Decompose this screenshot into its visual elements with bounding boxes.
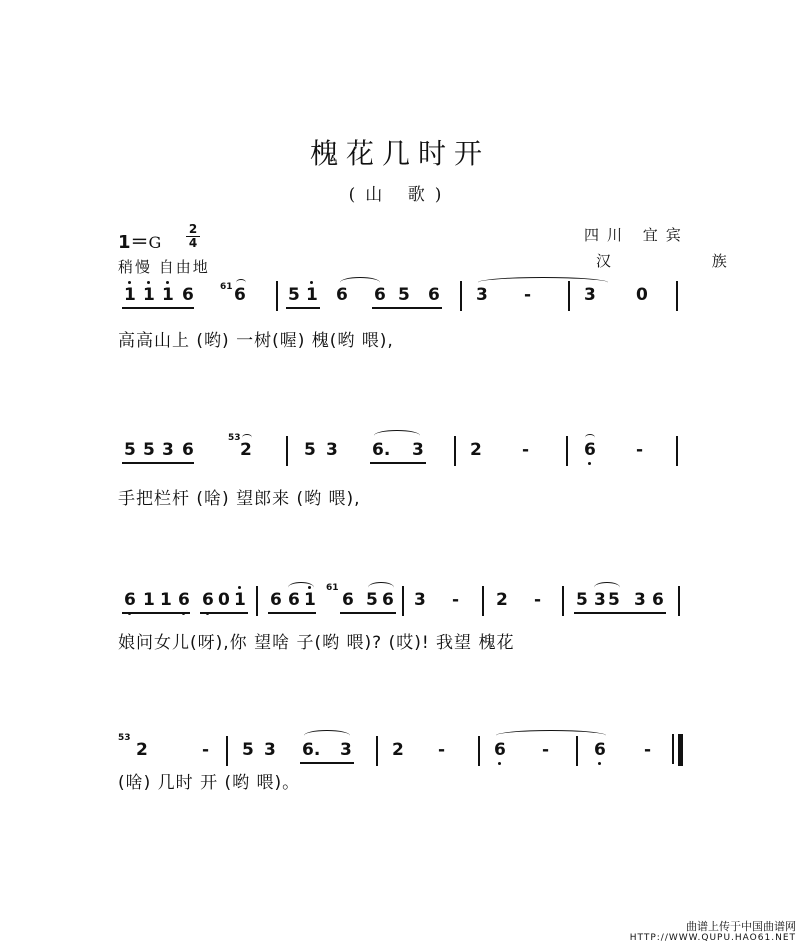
beam-underline bbox=[372, 307, 442, 309]
barline bbox=[482, 586, 484, 616]
note: 2 bbox=[136, 740, 148, 760]
rest-dash: - bbox=[524, 285, 532, 305]
beam-underline bbox=[286, 307, 320, 309]
note: 6 bbox=[652, 590, 664, 610]
note: 5 bbox=[242, 740, 254, 760]
beam-underline bbox=[122, 612, 190, 614]
note: 6 bbox=[374, 285, 386, 305]
note: 3 bbox=[412, 440, 424, 460]
fermata-mark bbox=[585, 434, 595, 441]
note: 1 bbox=[304, 590, 316, 610]
beam-underline bbox=[370, 462, 426, 464]
note: 3 bbox=[326, 440, 338, 460]
note: 3 bbox=[340, 740, 352, 760]
key-signature: 1＝G bbox=[118, 232, 162, 253]
fermata-mark bbox=[242, 434, 252, 441]
barline bbox=[454, 436, 456, 466]
note: 3 bbox=[634, 590, 646, 610]
note: 6 bbox=[594, 740, 606, 760]
slur-mark bbox=[368, 582, 394, 593]
barline bbox=[676, 436, 678, 466]
slur-mark bbox=[288, 582, 314, 593]
note: 5 bbox=[608, 590, 620, 610]
time-signature: 2 4 bbox=[186, 224, 200, 249]
note: 5 bbox=[576, 590, 588, 610]
rest-dash: - bbox=[438, 740, 446, 760]
barline bbox=[478, 736, 480, 766]
grace-note: 53 bbox=[228, 433, 241, 443]
note: 1 bbox=[306, 285, 318, 305]
barline bbox=[376, 736, 378, 766]
note: 6 bbox=[234, 285, 246, 305]
slur-mark bbox=[594, 582, 620, 593]
lyrics-line-3: 娘问女儿(呀),你 望啥 子(哟 喂)? (哎)! 我望 槐花 bbox=[118, 633, 515, 653]
beam-underline bbox=[268, 612, 316, 614]
note: 6 bbox=[270, 590, 282, 610]
footer-credit: 曲谱上传于中国曲谱网 bbox=[686, 920, 796, 933]
beam-underline bbox=[200, 612, 248, 614]
barline bbox=[562, 586, 564, 616]
note: 6 bbox=[178, 590, 190, 610]
note: 1 bbox=[143, 285, 155, 305]
note: 6. bbox=[302, 740, 321, 760]
lyrics-line-2: 手把栏杆 (啥) 望郎来 (哟 喂), bbox=[118, 489, 361, 509]
note: 1 bbox=[124, 285, 136, 305]
note: 2 bbox=[496, 590, 508, 610]
note: 6 bbox=[182, 440, 194, 460]
tempo-marking: 稍慢 自由地 bbox=[118, 258, 210, 276]
lyrics-line-1: 高高山上 (哟) 一树(喔) 槐(哟 喂), bbox=[118, 331, 394, 351]
note: 3 bbox=[594, 590, 606, 610]
fermata-mark bbox=[236, 279, 246, 286]
note: 6 bbox=[494, 740, 506, 760]
note: 1 bbox=[143, 590, 155, 610]
note: 6 bbox=[584, 440, 596, 460]
barline bbox=[256, 586, 258, 616]
note: 5 bbox=[366, 590, 378, 610]
barline bbox=[676, 281, 678, 311]
grace-note: 53 bbox=[118, 733, 131, 743]
barline bbox=[460, 281, 462, 311]
note: 2 bbox=[240, 440, 252, 460]
note: 5 bbox=[398, 285, 410, 305]
barline bbox=[402, 586, 404, 616]
grace-note: 61 bbox=[326, 583, 339, 593]
barline bbox=[568, 281, 570, 311]
rest-dash: - bbox=[202, 740, 210, 760]
note: 3 bbox=[414, 590, 426, 610]
song-title: 槐花几时开 bbox=[309, 137, 490, 170]
tie-mark bbox=[496, 730, 606, 741]
note: 3 bbox=[476, 285, 488, 305]
footer-url: HTTP://WWW.QUPU.HAO61.NET bbox=[629, 933, 796, 943]
barline bbox=[678, 586, 680, 616]
origin-ethnicity: 汉 族 bbox=[596, 252, 775, 270]
beam-underline bbox=[122, 462, 194, 464]
beam-underline bbox=[574, 612, 666, 614]
note: 3 bbox=[584, 285, 596, 305]
note: 6 bbox=[182, 285, 194, 305]
note: 6 bbox=[428, 285, 440, 305]
note: 1 bbox=[234, 590, 246, 610]
rest-dash: - bbox=[534, 590, 542, 610]
note: 2 bbox=[470, 440, 482, 460]
beam-underline bbox=[122, 307, 194, 309]
rest-dash: - bbox=[522, 440, 530, 460]
barline bbox=[286, 436, 288, 466]
note: 3 bbox=[162, 440, 174, 460]
barline bbox=[566, 436, 568, 466]
note: 3 bbox=[264, 740, 276, 760]
final-barline-thick bbox=[678, 734, 683, 766]
note: 6. bbox=[372, 440, 391, 460]
rest-dash: - bbox=[452, 590, 460, 610]
rest-dash: - bbox=[644, 740, 652, 760]
rest-note: 0 bbox=[636, 285, 648, 305]
barline bbox=[576, 736, 578, 766]
barline bbox=[276, 281, 278, 311]
barline bbox=[226, 736, 228, 766]
note: 5 bbox=[304, 440, 316, 460]
beam-underline bbox=[340, 612, 396, 614]
note: 5 bbox=[143, 440, 155, 460]
note: 5 bbox=[288, 285, 300, 305]
note: 6 bbox=[382, 590, 394, 610]
note: 6 bbox=[124, 590, 136, 610]
note: 6 bbox=[202, 590, 214, 610]
note: 6 bbox=[342, 590, 354, 610]
note: 1 bbox=[162, 285, 174, 305]
note: 2 bbox=[392, 740, 404, 760]
final-barline-thin bbox=[672, 734, 674, 764]
rest-dash: - bbox=[542, 740, 550, 760]
note: 0 bbox=[218, 590, 230, 610]
beam-underline bbox=[300, 762, 354, 764]
note: 5 bbox=[124, 440, 136, 460]
note: 1 bbox=[160, 590, 172, 610]
note: 6 bbox=[336, 285, 348, 305]
note: 6 bbox=[288, 590, 300, 610]
lyrics-line-4: (啥) 几时 开 (哟 喂)。 bbox=[118, 773, 301, 793]
rest-dash: - bbox=[636, 440, 644, 460]
song-genre: (山 歌) bbox=[348, 185, 452, 205]
origin-region: 四川 宜宾 bbox=[584, 226, 689, 244]
grace-note: 61 bbox=[220, 282, 233, 292]
